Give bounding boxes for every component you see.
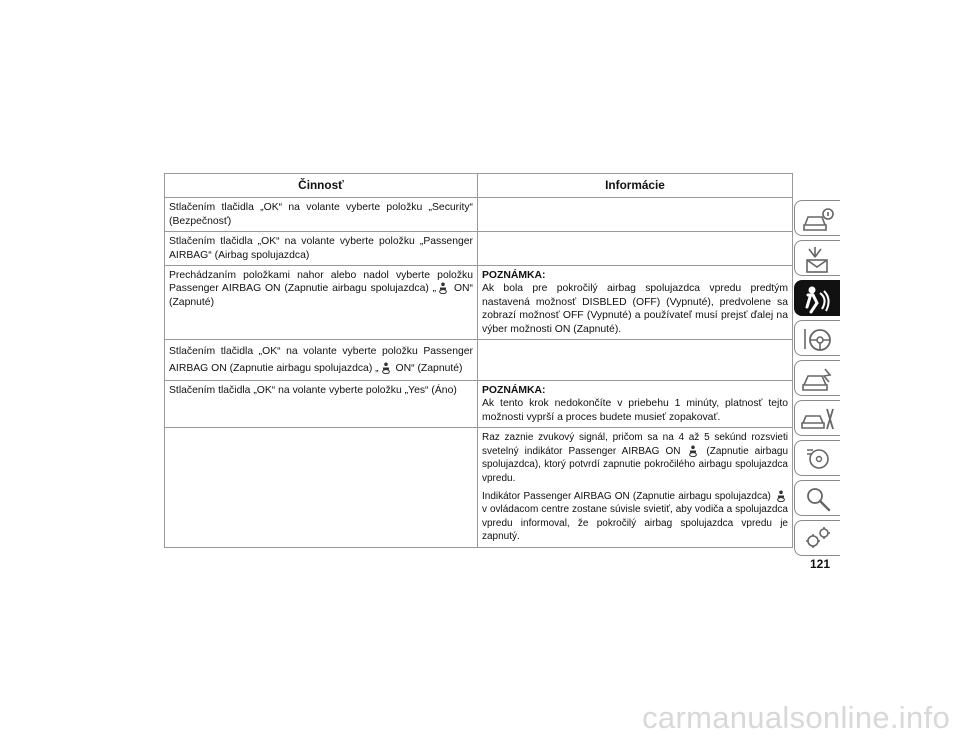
table-row [165,266,793,340]
info-text: Indikátor Passenger AIRBAG ON (Zapnutie airbagu spolujazdca) [482,490,774,502]
note-title: POZNÁMKA: [482,270,546,282]
action-text-end: ON“ (Zapnuté) [392,363,463,375]
passenger-airbag-on-icon [381,362,391,374]
column-header-info: Informácie [478,174,793,198]
action-text-end: ON“ (Zapnuté) [169,283,473,308]
note-title: POZNÁMKA: [482,385,546,397]
note-text: Ak bola pre pokročilý airbag spolujazdca vpredu predtým nastavená možnosť DISBLED (OFF) (Vypnuté), predvolene sa zobrazí možnosť OFF (Vypnuté) a používateľ musí prejsť ďalej na výber možnosti ON (Zapnuté). [482,283,788,335]
page-number: 121 [809,557,830,571]
action-text: Prechádzaním položkami nahor alebo nadol vyberte položku Passenger AIRBAG ON (Zapnutie airbagu spolujazdca) „ [169,270,473,295]
info-cell [478,198,793,232]
action-cell: Stlačením tlačidla „OK“ na volante vyberte položku „Security“ (Bezpečnosť) [165,198,478,232]
info-paragraph [482,490,788,544]
info-text-end: v ovládacom centre zostane súvisle svietiť, aby vodiča a spolujazdca vpredu informoval, že pokročilý airbag spolujazdca vpredu je zapnutý. [482,504,788,543]
search-magnifier-icon[interactable] [794,480,840,516]
action-cell: Stlačením tlačidla „OK“ na volante vyberte položku „Passenger AIRBAG“ (Airbag spolujazdca) [165,232,478,266]
car-crash-icon[interactable] [794,360,840,396]
info-cell [478,428,793,548]
airbag-safety-icon[interactable] [794,280,840,316]
table-header-row [165,174,793,198]
note-text: Ak tento krok nedokončíte v priebehu 1 minúty, platnosť tejto možnosti vyprší a proces budete musieť zopakovať. [482,398,788,423]
action-text: Stlačením tlačidla „OK“ na volante vyberte položku Passenger AIRBAG ON (Zapnutie airbagu spolujazdca) „ [169,346,473,375]
column-header-action: Činnosť [165,174,478,198]
action-cell [165,266,478,340]
action-cell [165,428,478,548]
info-text: Raz zaznie zvukový signál, pričom sa na 4 až 5 sekúnd rozsvieti svetelný indikátor Passenger AIRBAG ON [482,432,788,457]
signals-mail-icon[interactable] [794,240,840,276]
table-row [165,381,793,428]
passenger-airbag-on-icon [776,490,786,502]
info-paragraph [482,431,788,485]
procedure-table [164,173,793,548]
table-row [165,340,793,381]
media-disc-icon[interactable] [794,440,840,476]
passenger-airbag-on-icon [438,282,448,294]
info-cell [478,232,793,266]
passenger-airbag-on-icon [688,445,698,457]
table-row [165,428,793,548]
action-cell: Stlačením tlačidla „OK“ na volante vyberte položku „Yes“ (Áno) [165,381,478,428]
table-row [165,232,793,266]
table-row [165,198,793,232]
info-cell [478,340,793,381]
info-text-end: (Zapnutie airbagu spolujazdca), ktorý potvrdí zapnutie pokročilého airbagu spolujazdca vpredu. [482,445,789,485]
info-cell [478,266,793,340]
car-info-icon[interactable] [794,200,840,236]
watermark: carmanualsonline.info [642,700,950,735]
steering-wheel-icon[interactable] [794,320,840,356]
info-cell [478,381,793,428]
settings-gears-icon[interactable] [794,520,840,556]
car-tools-icon[interactable] [794,400,840,436]
action-cell [165,340,478,381]
